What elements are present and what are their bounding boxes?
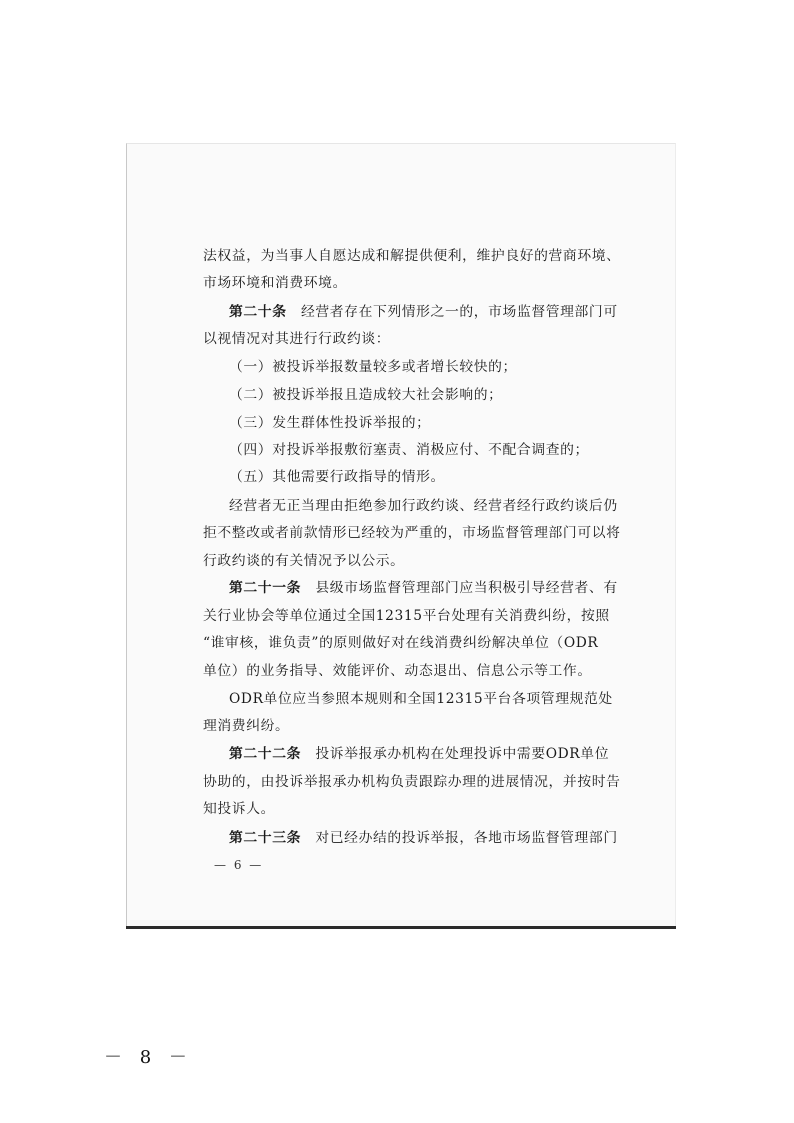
article-heading: 第二十一条 [229, 580, 301, 596]
body-line: 关行业协会等单位通过全国12315平台处理有关消费纠纷，按照 [203, 608, 610, 624]
article-22-line: 第二十二条 投诉举报承办机构在处理投诉中需要ODR单位 [229, 746, 610, 762]
list-item: （三）发生群体性投诉举报的； [229, 415, 431, 431]
body-line: 知投诉人。 [203, 801, 275, 817]
body-line: 单位）的业务指导、效能评价、动态退出、信息公示等工作。 [203, 663, 592, 679]
body-line: 协助的，由投诉举报承办机构负责跟踪办理的进展情况，并按时告 [203, 774, 621, 790]
list-item: （一）被投诉举报数量较多或者增长较快的； [229, 359, 517, 375]
list-item: （四）对投诉举报敷衍塞责、消极应付、不配合调查的； [229, 442, 589, 458]
body-line: 市场环境和消费环境。 [203, 275, 347, 291]
body-line: 以视情况对其进行行政约谈： [203, 331, 391, 347]
list-item: （五）其他需要行政指导的情形。 [229, 469, 445, 485]
article-heading: 第二十条 [229, 304, 287, 320]
article-23-line: 第二十三条 对已经办结的投诉举报，各地市场监督管理部门 [229, 830, 618, 846]
list-item: （二）被投诉举报且造成较大社会影响的； [229, 387, 503, 403]
body-line: 行政约谈的有关情况予以公示。 [203, 553, 405, 569]
body-line: “谁审核，谁负责”的原则做好对在线消费纠纷解决单位（ODR [203, 635, 599, 651]
body-line: 法权益，为当事人自愿达成和解提供便利，维护良好的营商环境、 [203, 248, 621, 264]
article-20-line: 第二十条 经营者存在下列情形之一的，市场监督管理部门可 [229, 304, 618, 320]
inner-page-number: — 6 — [214, 858, 264, 872]
article-heading: 第二十二条 [229, 746, 301, 762]
body-line: 经营者无正当理由拒绝参加行政约谈、经营者经行政约谈后仍 [229, 498, 618, 514]
scan-edge-divider [126, 926, 676, 929]
article-heading: 第二十三条 [229, 830, 301, 846]
body-line: ODR单位应当参照本规则和全国12315平台各项管理规范处 [229, 691, 613, 707]
outer-page-number: － 8 － [104, 1047, 193, 1068]
article-21-line: 第二十一条 县级市场监督管理部门应当积极引导经营者、有 [229, 580, 618, 596]
body-line: 拒不整改或者前款情形已经较为严重的，市场监督管理部门可以将 [203, 525, 621, 541]
body-line: 理消费纠纷。 [203, 718, 290, 734]
